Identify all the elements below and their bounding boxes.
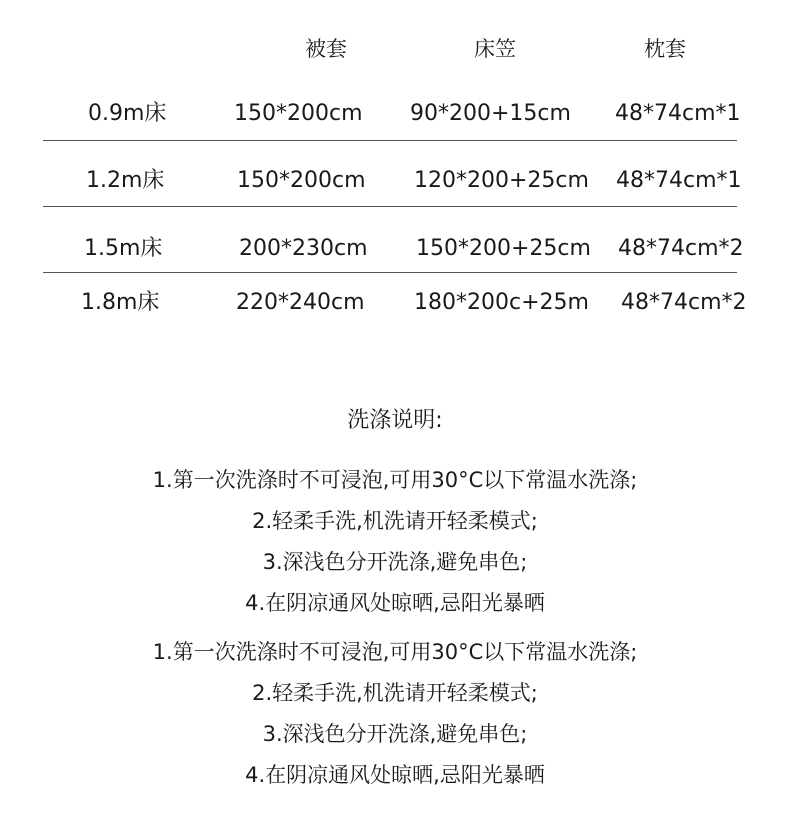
- row-divider: [43, 140, 737, 141]
- duvet-size: 220*240cm: [236, 290, 365, 315]
- header-fitted-sheet: 床笠: [474, 37, 516, 61]
- pillow-size: 48*74cm*1: [616, 168, 742, 193]
- row-divider: [43, 272, 737, 273]
- care-line: 1.第一次洗涤时不可浸泡,可用30°C以下常温水洗涤;: [152, 468, 638, 492]
- header-pillowcase: 枕套: [644, 37, 686, 61]
- fitted-size: 120*200+25cm: [414, 168, 589, 193]
- pillow-size: 48*74cm*2: [618, 236, 744, 261]
- fitted-size: 90*200+15cm: [410, 101, 571, 126]
- pillow-size: 48*74cm*1: [615, 101, 741, 126]
- care-line: 2.轻柔手洗,机洗请开轻柔模式;: [252, 509, 538, 533]
- fitted-size: 150*200+25cm: [416, 236, 591, 261]
- duvet-size: 150*200cm: [237, 168, 366, 193]
- bed-size: 1.5m床: [84, 236, 163, 261]
- pillow-size: 48*74cm*2: [621, 290, 747, 315]
- duvet-size: 150*200cm: [234, 101, 363, 126]
- header-duvet-cover: 被套: [305, 37, 347, 61]
- care-line: 3.深浅色分开洗涤,避免串色;: [262, 722, 528, 746]
- care-title: 洗涤说明:: [347, 408, 443, 433]
- care-line: 3.深浅色分开洗涤,避免串色;: [262, 550, 528, 574]
- bed-size: 1.8m床: [81, 290, 160, 315]
- care-line: 1.第一次洗涤时不可浸泡,可用30°C以下常温水洗涤;: [152, 640, 638, 664]
- care-line: 4.在阴凉通风处晾晒,忌阳光暴晒: [245, 763, 545, 787]
- fitted-size: 180*200c+25m: [414, 290, 589, 315]
- row-divider: [43, 206, 737, 207]
- care-line: 2.轻柔手洗,机洗请开轻柔模式;: [252, 681, 538, 705]
- duvet-size: 200*230cm: [239, 236, 368, 261]
- care-line: 4.在阴凉通风处晾晒,忌阳光暴晒: [245, 591, 545, 615]
- bed-size: 1.2m床: [86, 168, 165, 193]
- bed-size: 0.9m床: [88, 101, 167, 126]
